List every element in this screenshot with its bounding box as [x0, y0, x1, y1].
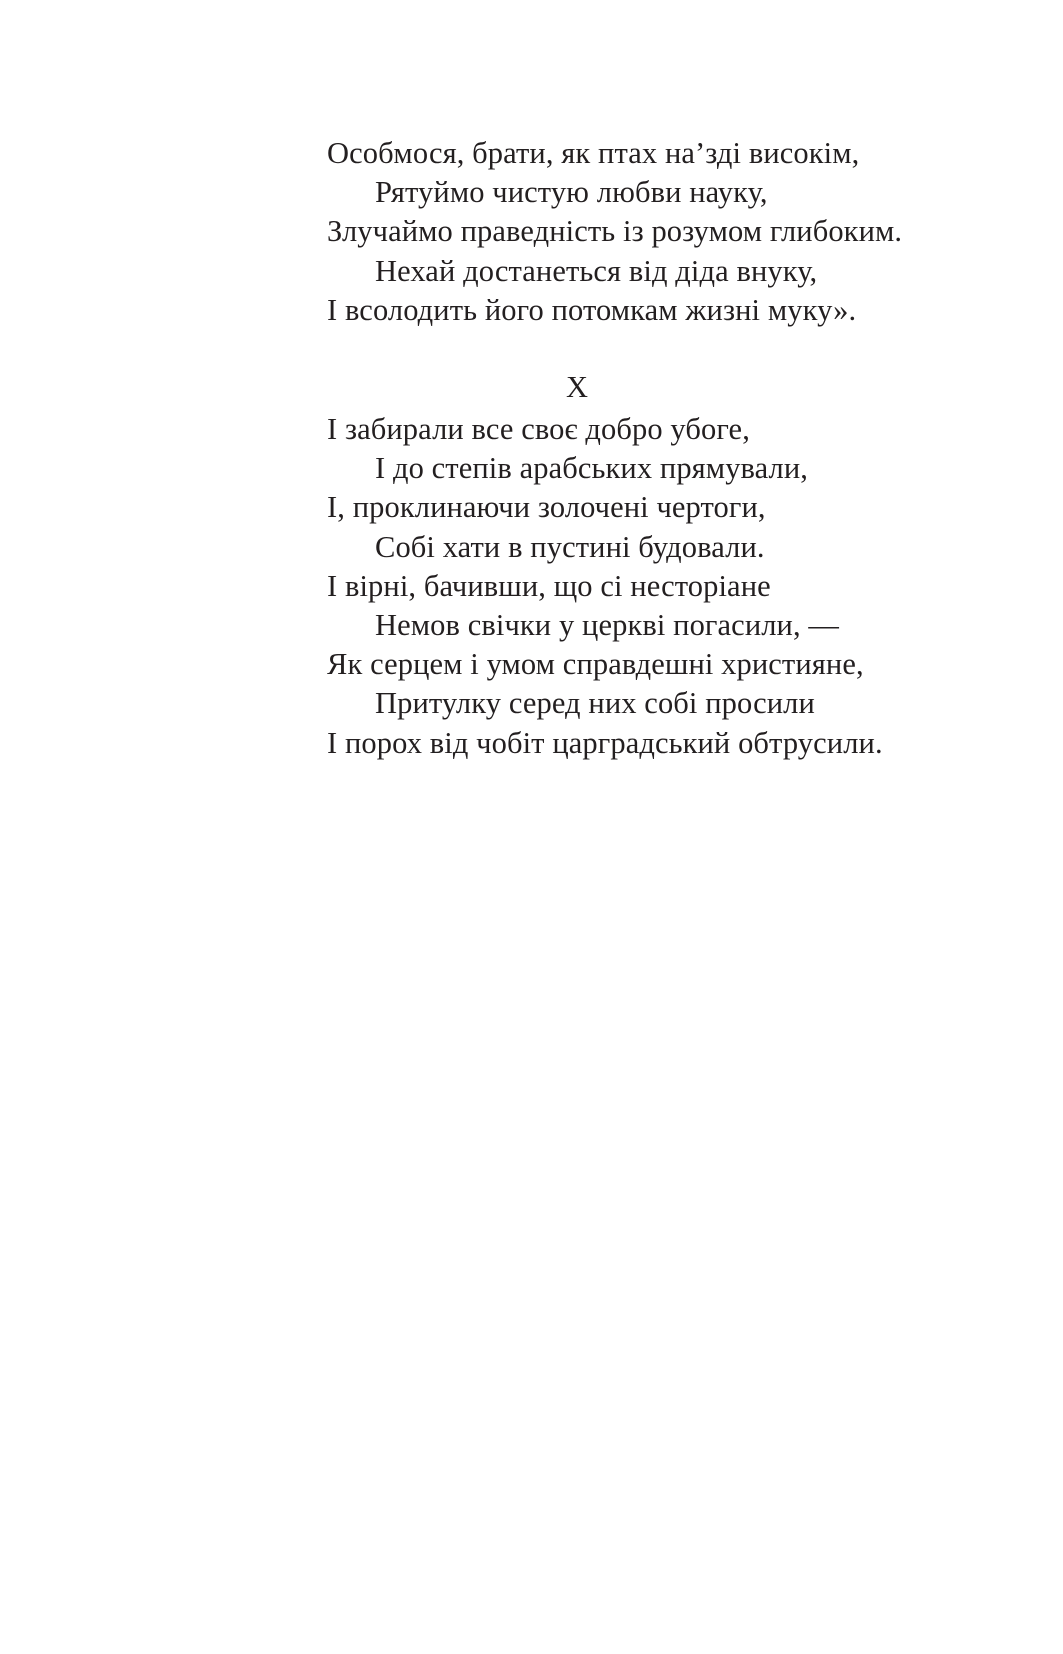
verse-line: І, проклинаючи золочені чертоги, [327, 490, 766, 525]
verse-line: Рятуймо чистую любви науку, [375, 175, 768, 210]
stanza-2 [327, 410, 967, 763]
verse-line: Як серцем і умом справдешні християне, [327, 647, 864, 682]
stanza-1 [327, 134, 967, 330]
verse-line: І порох від чобіт царградський обтрусили. [327, 725, 883, 760]
verse-line: І вірні, бачивши, що сі несторіане [327, 568, 771, 603]
verse-line: Нехай достанеться від діда внуку, [375, 253, 818, 288]
section-number: X [565, 370, 589, 404]
verse-line: Злучаймо праведність із розумом глибоким. [327, 214, 903, 249]
verse-line: І всолодить його потомкам жизні муку». [327, 292, 857, 327]
verse-line: Притулку серед них собі просили [375, 686, 815, 721]
verse-line: Немов свічки у церкві погасили, — [375, 607, 840, 642]
verse-line: Особмося, брати, як птах на’зді високім, [327, 136, 860, 170]
verse-line: І до степів арабських прямували, [375, 451, 809, 486]
verse-line: І забирали все своє добро убоге, [327, 412, 750, 446]
verse-line: Собі хати в пустині будовали. [375, 529, 765, 564]
